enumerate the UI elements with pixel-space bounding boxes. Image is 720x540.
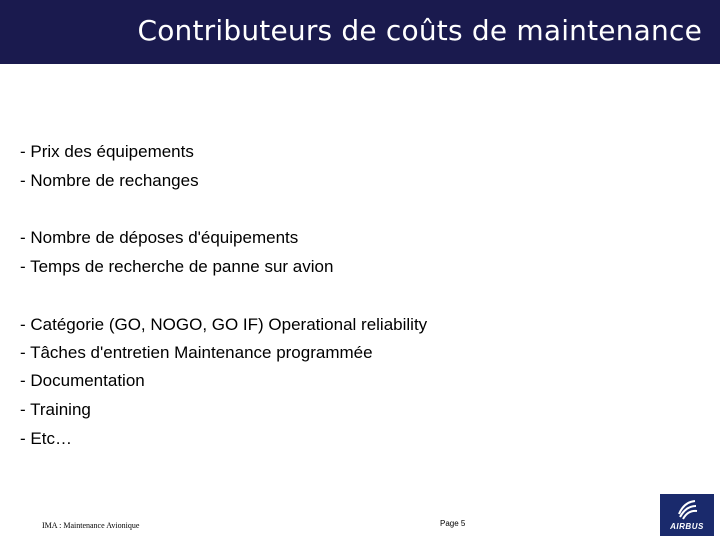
- bullet-item: - Prix des équipements: [20, 142, 194, 161]
- bullet-item: - Training: [20, 400, 91, 419]
- bullet-item: - Catégorie (GO, NOGO, GO IF) Operational reliability: [20, 315, 428, 334]
- bullet-item: - Temps de recherche de panne sur avion: [20, 257, 334, 276]
- title-bar: [0, 0, 720, 64]
- bullet-item: - Nombre de rechanges: [20, 171, 199, 190]
- page-number: Page 5: [440, 519, 466, 528]
- slide-title: Contributeurs de coûts de maintenance: [137, 14, 702, 47]
- airbus-logo: [660, 494, 714, 536]
- footer-course-label: IMA : Maintenance Avionique: [42, 521, 140, 530]
- bullet-item: - Tâches d'entretien Maintenance programmée: [20, 343, 373, 362]
- logo-wordmark: AIRBUS: [670, 522, 704, 531]
- bullet-item: - Etc…: [20, 429, 72, 448]
- bullet-item: - Nombre de déposes d'équipements: [20, 228, 299, 247]
- bullet-item: - Documentation: [20, 371, 145, 390]
- airbus-logo-icon: [676, 498, 698, 520]
